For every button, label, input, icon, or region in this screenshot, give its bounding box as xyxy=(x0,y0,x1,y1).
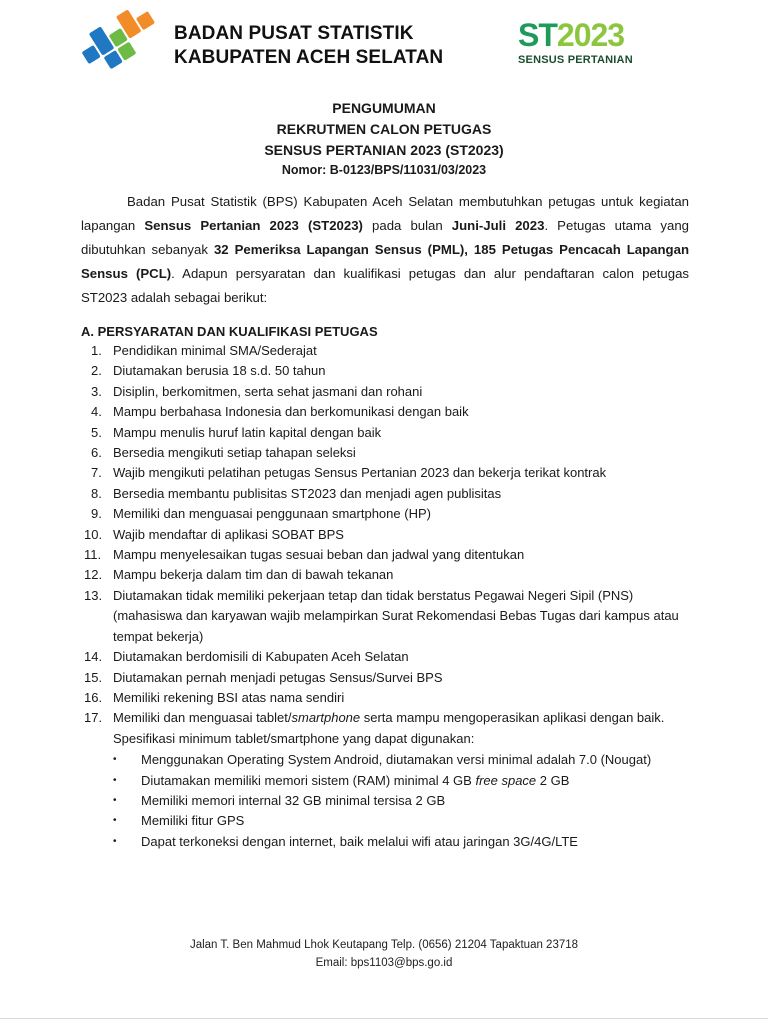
title-line-3: SENSUS PERTANIAN 2023 (ST2023) xyxy=(264,142,504,158)
spec2-text-2: 2 GB xyxy=(536,772,570,788)
list-item xyxy=(81,463,701,483)
item-text: Diutamakan berdomisili di Kabupaten Aceh Selatan xyxy=(113,649,409,665)
list-item xyxy=(81,525,701,545)
list-item xyxy=(81,382,701,402)
bullet-icon: • xyxy=(113,774,117,786)
item-number: 2. xyxy=(91,363,102,379)
item-text: Wajib mendaftar di aplikasi SOBAT BPS xyxy=(113,526,344,542)
letterhead xyxy=(72,8,672,78)
org-line-1: BADAN PUSAT STATISTIK xyxy=(174,23,414,44)
footer-email: Email: bps1103@bps.go.id xyxy=(315,957,453,969)
intro-bold-1: Sensus Pertanian 2023 (ST2023) xyxy=(144,218,363,233)
device-spec-list xyxy=(113,750,701,852)
list-item xyxy=(81,545,701,565)
item-text: Diutamakan pernah menjadi petugas Sensus/Survei BPS xyxy=(113,669,443,685)
spec-text: Memiliki memori internal 32 GB minimal tersisa 2 GB xyxy=(141,792,446,808)
spec-item xyxy=(113,832,701,852)
organization-name xyxy=(174,22,443,70)
spec-text: Menggunakan Operating System Android, diutamakan versi minimal adalah 7.0 (Nougat) xyxy=(141,752,652,768)
st2023-logo xyxy=(518,18,658,76)
item-text: Bersedia mengikuti setiap tahapan seleksi xyxy=(113,445,356,461)
spec-item xyxy=(113,791,701,811)
item-number: 15. xyxy=(84,669,103,685)
list-item xyxy=(81,484,701,504)
item-text: Wajib mengikuti pelatihan petugas Sensus Pertanian 2023 dan bekerja terikat kontrak xyxy=(113,465,607,481)
item17-text-1: Memiliki dan menguasai tablet/ xyxy=(113,710,292,726)
st-prefix: ST xyxy=(518,17,557,53)
item-number: 7. xyxy=(91,465,102,481)
list-item xyxy=(81,668,701,688)
document-number: Nomor: B-0123/BPS/11031/03/2023 xyxy=(281,163,487,177)
intro-text-1: Badan Pusat Statistik (BPS) Kabupaten Aceh Selatan membutuhkan petugas untuk kegiatan lapangan xyxy=(81,194,689,233)
intro-text-3: . Petugas utama yang dibutuhkan sebanyak xyxy=(81,218,689,257)
item-number: 3. xyxy=(91,383,102,399)
item-number: 5. xyxy=(91,424,102,440)
spec-text: Dapat terkoneksi dengan internet, baik melalui wifi atau jaringan 3G/4G/LTE xyxy=(141,833,578,849)
item-text: Mampu menulis huruf latin kapital dengan baik xyxy=(113,424,382,440)
list-item xyxy=(81,647,701,667)
item-number: 10. xyxy=(84,526,103,542)
intro-text-4: . Adapun persyaratan dan kualifikasi petugas dan alur pendaftaran calon petugas ST2023 adalah sebagai berikut: xyxy=(81,266,689,305)
item-number: 14. xyxy=(84,649,103,665)
footer-contact xyxy=(0,936,768,972)
item-text: Disiplin, berkomitmen, serta sehat jasmani dan rohani xyxy=(113,383,423,399)
item-number: 4. xyxy=(91,404,102,420)
item-number: 6. xyxy=(91,445,102,461)
item-number: 17. xyxy=(84,710,103,726)
item-text: Memiliki rekening BSI atas nama sendiri xyxy=(113,689,345,705)
announcement-title xyxy=(0,98,768,179)
page-edge-divider xyxy=(0,1018,768,1019)
section-a-heading: A. PERSYARATAN DAN KUALIFIKASI PETUGAS xyxy=(81,324,378,339)
bullet-icon: • xyxy=(113,754,117,766)
item-number: 8. xyxy=(91,485,102,501)
list-item xyxy=(81,443,701,463)
item-text: Diutamakan berusia 18 s.d. 50 tahun xyxy=(113,363,326,379)
spec-item xyxy=(113,811,701,831)
item-text: Pendidikan minimal SMA/Sederajat xyxy=(113,343,317,358)
item-text: Mampu berbahasa Indonesia dan berkomunikasi dengan baik xyxy=(113,404,469,420)
item-number: 13. xyxy=(84,587,103,603)
st2023-subtitle: SENSUS PERTANIAN xyxy=(518,54,633,66)
list-item xyxy=(81,708,701,852)
st2023-wordmark xyxy=(518,18,658,52)
st-year: 2023 xyxy=(556,17,625,53)
bullet-icon: • xyxy=(113,815,117,827)
intro-paragraph xyxy=(81,190,689,310)
title-line-2: REKRUTMEN CALON PETUGAS xyxy=(276,121,492,137)
item17-italic: smartphone xyxy=(291,710,361,726)
item17-text-2: serta mampu mengoperasikan aplikasi dengan baik. Spesifikasi minimum tablet/smartphone yang dapat digunakan: xyxy=(113,710,665,746)
intro-text-2: pada bulan xyxy=(362,218,452,233)
item-text: Mampu menyelesaikan tugas sesuai beban dan jadwal yang ditentukan xyxy=(113,547,525,563)
spec2-text-1: Diutamakan memiliki memori sistem (RAM) minimal 4 GB xyxy=(141,772,476,788)
intro-bold-3: 32 Pemeriksa Lapangan Sensus (PML), 185 Petugas Pencacah Lapangan Sensus (PCL) xyxy=(81,242,690,281)
spec-item xyxy=(113,771,701,791)
intro-bold-2: Juni-Juli 2023 xyxy=(451,218,545,233)
item-number: 9. xyxy=(91,506,102,522)
item-number: 11. xyxy=(84,547,102,563)
list-item xyxy=(81,586,701,647)
item-text: Mampu bekerja dalam tim dan di bawah tekanan xyxy=(113,567,394,583)
list-item xyxy=(81,361,701,381)
list-item xyxy=(81,341,701,361)
bps-logo-icon xyxy=(72,8,164,70)
spec-text: Memiliki fitur GPS xyxy=(141,813,245,829)
list-item xyxy=(81,504,701,524)
item-number: 16. xyxy=(84,689,103,705)
list-item xyxy=(81,565,701,585)
bullet-icon: • xyxy=(113,794,117,806)
list-item xyxy=(81,423,701,443)
title-line-1: PENGUMUMAN xyxy=(332,100,436,116)
requirements-list xyxy=(81,341,701,852)
item-text: Memiliki dan menguasai penggunaan smartphone (HP) xyxy=(113,506,431,522)
item-number: 12. xyxy=(84,567,103,583)
footer-address: Jalan T. Ben Mahmud Lhok Keutapang Telp. (0656) 21204 Tapaktuan 23718 xyxy=(189,939,579,951)
item-number: 1. xyxy=(91,343,102,358)
item-text xyxy=(113,708,701,749)
item-text: Diutamakan tidak memiliki pekerjaan tetap dan tidak berstatus Pegawai Negeri Sipil (PNS) (mahasiswa dan karyawan wajib melampirkan Surat Rekomendasi Bebas Tugas dari kampus atau tempat bekerja) xyxy=(113,587,679,644)
list-item xyxy=(81,688,701,708)
bullet-icon: • xyxy=(113,835,117,847)
item-text: Bersedia membantu publisitas ST2023 dan menjadi agen publisitas xyxy=(113,485,502,501)
spec-text xyxy=(141,771,701,791)
spec2-italic: free space xyxy=(475,772,537,788)
spec-item xyxy=(113,750,701,770)
list-item xyxy=(81,402,701,422)
org-line-2: KABUPATEN ACEH SELATAN xyxy=(174,47,444,68)
